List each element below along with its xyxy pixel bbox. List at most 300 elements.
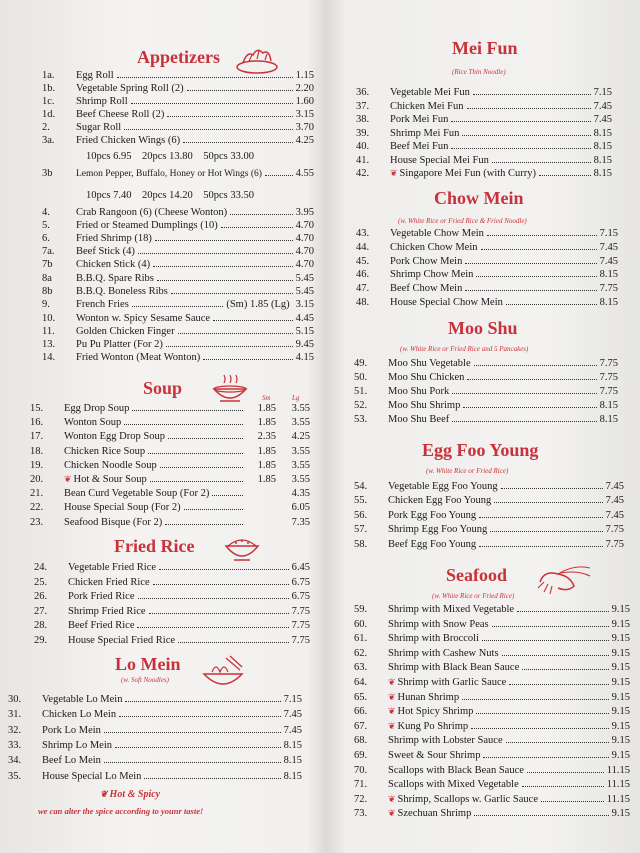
item-price: 3.15	[295, 299, 314, 310]
menu-item-row	[354, 523, 624, 536]
noodle-bowl-icon	[198, 654, 248, 692]
item-price: 9.15	[611, 677, 630, 688]
menu-item-row	[356, 241, 618, 254]
menu-item-row	[354, 371, 618, 384]
item-price: 5.45	[295, 273, 314, 284]
item-number: 46.	[356, 269, 370, 281]
item-number: 22.	[30, 502, 44, 514]
item-number: 13.	[42, 339, 56, 350]
dot-leader	[465, 263, 596, 264]
item-price: 7.75	[291, 620, 310, 632]
item-price: 9.15	[611, 633, 630, 645]
item-name: Pork Lo Mein	[42, 724, 101, 736]
menu-item-row	[354, 538, 624, 551]
item-price: 9.15	[611, 647, 630, 659]
item-price: 6.45	[291, 562, 310, 573]
item-price: 4.70	[295, 233, 314, 244]
item-price-small: 1.85	[257, 474, 276, 485]
dot-leader	[462, 135, 590, 136]
menu-item-row	[356, 100, 612, 113]
item-name: Pork Mei Fun	[390, 114, 449, 125]
item-name: Hot & Sour Soup	[73, 474, 147, 485]
dot-leader	[490, 531, 602, 532]
item-number: 68.	[354, 735, 368, 747]
chow-mein-subtitle: (w. White Rice or Fried Rice & Fried Noodle)	[398, 217, 527, 225]
item-name: Beef Stick (4)	[76, 246, 135, 257]
item-name: Shrimp with Cashew Nuts	[388, 647, 499, 659]
item-number: 39.	[356, 127, 370, 139]
menu-item-row	[354, 413, 618, 426]
item-number: 56.	[354, 509, 368, 521]
dot-leader	[506, 304, 597, 305]
menu-item-row	[42, 95, 314, 108]
dot-leader	[482, 640, 609, 641]
dot-leader	[160, 467, 243, 468]
item-number: 52.	[354, 400, 368, 411]
item-price: 7.45	[283, 724, 302, 736]
item-price-large: 3.55	[291, 474, 310, 485]
dot-leader	[144, 778, 280, 779]
dot-leader	[157, 280, 293, 281]
item-price: 5.15	[295, 326, 314, 337]
item-price-small: 2.35	[257, 431, 276, 443]
item-name: Beef Mei Fun	[390, 141, 449, 152]
item-price-small: (Sm) 1.85 (Lg)	[226, 299, 290, 310]
menu-item-row	[354, 734, 630, 747]
item-price: 8.15	[599, 400, 618, 411]
item-name: Shrimp with Mixed Vegetable	[388, 604, 515, 615]
dot-leader	[522, 669, 608, 670]
dot-leader	[168, 438, 243, 439]
menu-item-row	[354, 691, 630, 704]
item-number: 38.	[356, 114, 370, 125]
item-price: 9.15	[611, 604, 630, 615]
item-price: 7.15	[283, 694, 302, 705]
menu-item-row	[30, 516, 310, 529]
item-name: French Fries	[76, 299, 129, 310]
item-name: Bean Curd Vegetable Soup (For 2)	[64, 488, 210, 500]
dot-leader	[492, 162, 591, 163]
soup-sm-label: Sm	[262, 394, 271, 402]
item-name: Shrimp Fried Rice	[68, 605, 146, 617]
item-number: 18.	[30, 445, 44, 457]
dot-leader	[230, 214, 292, 215]
item-name: Chicken Fried Rice	[68, 576, 150, 588]
item-number: 60.	[354, 618, 368, 630]
item-price: 7.15	[599, 228, 618, 239]
dot-leader	[153, 584, 289, 585]
hot-spicy-note: ❦ Hot & Spicy	[100, 789, 161, 800]
item-price-small: 1.85	[257, 403, 276, 414]
dot-leader	[115, 747, 281, 748]
menu-item-row	[354, 705, 630, 718]
item-price: 7.45	[593, 100, 612, 112]
item-name: Moo Shu Pork	[388, 386, 450, 397]
item-name: Egg Drop Soup	[64, 403, 130, 414]
item-number: 2.	[42, 122, 50, 133]
dot-leader	[471, 728, 608, 729]
dot-leader	[487, 235, 597, 236]
dot-leader	[463, 407, 596, 408]
item-price-large: 3.55	[291, 417, 310, 429]
item-number: 35.	[8, 770, 22, 782]
item-number: 45.	[356, 255, 370, 267]
item-price: 8.15	[593, 168, 612, 179]
item-name: Chicken Chow Mein	[390, 241, 478, 253]
menu-item-row	[356, 140, 612, 153]
item-name: B.B.Q. Spare Ribs	[76, 273, 154, 284]
item-name: Chicken Egg Foo Young	[388, 495, 492, 507]
item-name: Chicken Rice Soup	[64, 445, 146, 457]
dot-leader	[138, 598, 289, 599]
item-name: Chicken Stick (4)	[76, 259, 151, 270]
menu-item-row	[42, 82, 314, 95]
item-name: Hunan Shrimp	[397, 691, 460, 703]
item-name: Sweet & Sour Shrimp	[388, 750, 481, 761]
item-number: 27.	[34, 605, 48, 617]
item-number: 14.	[42, 352, 56, 363]
item-price: 8.15	[593, 141, 612, 152]
dot-leader	[150, 481, 243, 482]
item-name: Wonton Egg Drop Soup	[64, 431, 165, 443]
item-price: 8.15	[593, 154, 612, 166]
item-number: 71.	[354, 779, 368, 791]
item-number: 24.	[34, 562, 48, 573]
menu-item-row	[354, 603, 630, 616]
item-number: 50.	[354, 372, 368, 383]
item-price: 6.75	[291, 576, 310, 588]
menu-item-row	[42, 232, 314, 245]
chili-pepper-icon: ❦	[388, 677, 396, 687]
item-price: 9.15	[611, 691, 630, 703]
item-name: House Special Lo Mein	[42, 770, 142, 782]
item-number: 1a.	[42, 70, 55, 81]
menu-item-row	[356, 86, 612, 99]
item-price: 4.70	[295, 259, 314, 270]
item-name: Shrimp Mei Fun	[390, 127, 460, 139]
dot-leader	[541, 801, 604, 802]
item-price: 8.15	[593, 127, 612, 139]
item-name: Vegetable Fried Rice	[68, 562, 157, 573]
item-number: 69.	[354, 750, 368, 761]
item-number: 7a.	[42, 246, 55, 257]
item-price-small: 1.85	[257, 459, 276, 471]
menu-item-row	[354, 807, 630, 820]
menu-item-row	[42, 121, 314, 134]
item-name: Chicken Noodle Soup	[64, 459, 157, 471]
item-number: 10.	[42, 313, 56, 324]
chili-pepper-icon: ❦	[390, 168, 398, 178]
item-name: Sugar Roll	[76, 122, 122, 133]
item-name: Vegetable Spring Roll (2)	[76, 83, 184, 94]
menu-item-row	[354, 764, 630, 777]
menu-item-row	[34, 561, 310, 574]
item-name: Chicken Lo Mein	[42, 709, 117, 721]
item-number: 65.	[354, 691, 368, 703]
menu-item-row	[356, 167, 612, 180]
menu-item-row	[30, 459, 310, 472]
item-price: 5.45	[295, 286, 314, 297]
menu-item-row	[42, 258, 314, 271]
item-name: Crab Rangoon (6) (Cheese Wonton)	[76, 207, 228, 218]
dot-leader	[159, 569, 289, 570]
item-number: 40.	[356, 141, 370, 152]
dot-leader	[476, 276, 596, 277]
mei-fun-subtitle: (Rice Thin Noodle)	[452, 68, 506, 76]
item-name: Shrimp Chow Mein	[390, 269, 474, 281]
item-name: Vegetable Lo Mein	[42, 694, 123, 705]
item-number: 37.	[356, 100, 370, 112]
item-name: Moo Shu Shrimp	[388, 400, 461, 411]
item-name: Beef Cheese Roll (2)	[76, 109, 165, 120]
dot-leader	[517, 611, 609, 612]
item-price: 9.15	[611, 706, 630, 718]
wings-size-prices: 10pcs 6.95 20pcs 13.80 50pcs 33.00	[86, 151, 254, 162]
item-number: 11.	[42, 326, 55, 337]
item-price: 3.15	[295, 109, 314, 120]
dot-leader	[265, 175, 293, 176]
item-number: 67.	[354, 720, 368, 732]
item-number: 53.	[354, 414, 368, 425]
dot-leader	[473, 94, 591, 95]
item-price: 7.45	[599, 255, 618, 267]
item-price: 2.20	[295, 83, 314, 94]
item-number: 58.	[354, 538, 368, 550]
dot-leader	[166, 346, 293, 347]
appetizers-title: Appetizers	[137, 47, 220, 67]
item-price: 7.75	[599, 372, 618, 383]
item-number: 66.	[354, 706, 368, 718]
item-number: 42.	[356, 168, 370, 179]
item-name: Fried or Steamed Dumplings (10)	[76, 220, 218, 231]
dot-leader	[165, 524, 243, 525]
dot-leader	[124, 424, 243, 425]
item-price: 7.75	[291, 605, 310, 617]
menu-item-row	[34, 634, 310, 647]
menu-item-row	[42, 338, 314, 351]
item-number: 9.	[42, 299, 50, 310]
menu-item-row	[8, 770, 302, 783]
menu-item-row	[42, 206, 314, 219]
menu-item-row	[356, 127, 612, 140]
item-name: Singapore Mei Fun (with Curry)	[399, 168, 537, 179]
item-number: 1b.	[42, 83, 56, 94]
item-number: 31.	[8, 709, 22, 721]
item-price-large: 3.55	[291, 445, 310, 457]
item-name: Moo Shu Chicken	[388, 372, 465, 383]
item-number: 70.	[354, 764, 368, 776]
item-number: 54.	[354, 481, 368, 492]
item-number: 73.	[354, 808, 368, 820]
item-price-small: 1.85	[257, 417, 276, 429]
item-price: 7.75	[599, 386, 618, 397]
menu-item-row	[8, 754, 302, 767]
menu-item-row	[30, 445, 310, 458]
item-price: 9.15	[611, 720, 630, 732]
dot-leader	[539, 175, 591, 176]
menu-item-row	[34, 605, 310, 618]
menu-item-row	[354, 399, 618, 412]
item-price-large: 6.05	[291, 502, 310, 514]
item-name: Hot Spicy Shrimp	[397, 706, 474, 718]
menu-item-row	[354, 778, 630, 791]
dot-leader	[125, 701, 280, 702]
menu-item-row	[42, 285, 314, 298]
item-number: 62.	[354, 647, 368, 659]
item-price-large: 4.25	[291, 431, 310, 443]
item-number: 63.	[354, 662, 368, 674]
item-name: Pu Pu Platter (For 2)	[76, 339, 163, 350]
item-number: 29.	[34, 635, 48, 646]
chili-pepper-icon: ❦	[388, 808, 396, 819]
item-price-large: 3.55	[291, 459, 310, 471]
lo-mein-title: Lo Mein	[115, 654, 181, 674]
item-price: 4.25	[295, 135, 314, 146]
menu-item-row	[356, 282, 618, 295]
spice-note: we can alter the spice according to younr taste!	[38, 806, 204, 816]
item-price: 8.15	[599, 414, 618, 425]
item-number: 8b	[42, 286, 53, 297]
item-price: 9.15	[611, 618, 630, 630]
dot-leader	[479, 546, 603, 547]
dot-leader	[481, 249, 597, 250]
item-name: Fried Shrimp (18)	[76, 233, 152, 244]
chili-pepper-icon: ❦	[388, 720, 396, 731]
item-name: Shrimp with Broccoli	[388, 633, 479, 645]
item-price: 7.75	[605, 538, 624, 550]
item-number: 15.	[30, 403, 44, 414]
item-number: 3b	[42, 168, 53, 179]
menu-item-row	[8, 724, 302, 737]
item-price-large: 7.35	[291, 516, 310, 528]
dot-leader	[132, 306, 224, 307]
item-price: 1.60	[295, 96, 314, 107]
item-number: 64.	[354, 677, 368, 688]
dot-leader	[155, 240, 293, 241]
item-price: 9.15	[611, 750, 630, 761]
dot-leader	[104, 762, 281, 763]
item-name: House Special Chow Mein	[390, 297, 503, 308]
menu-item-row	[30, 487, 310, 500]
item-number: 61.	[354, 633, 368, 645]
menu-item-row	[42, 298, 314, 311]
dot-leader	[501, 488, 603, 489]
item-price: 7.15	[593, 87, 612, 98]
item-number: 43.	[356, 228, 370, 239]
menu-item-row	[42, 312, 314, 325]
item-name: Moo Shu Vegetable	[388, 358, 471, 369]
item-name: Moo Shu Beef	[388, 414, 450, 425]
item-number: 36.	[356, 87, 370, 98]
item-price: 6.75	[291, 591, 310, 603]
item-name: Lemon Pepper, Buffalo, Honey or Hot Wings (6)	[76, 169, 262, 179]
item-number: 28.	[34, 620, 48, 632]
dot-leader	[452, 393, 596, 394]
item-price: 4.45	[295, 313, 314, 324]
item-price: 8.15	[283, 770, 302, 782]
dot-leader	[476, 713, 608, 714]
menu-item-row	[42, 351, 314, 364]
item-name: B.B.Q. Boneless Ribs	[76, 286, 168, 297]
item-name: House Special Fried Rice	[68, 635, 176, 646]
menu-item-row	[356, 268, 618, 281]
item-price: 3.70	[295, 122, 314, 133]
menu-item-row	[354, 357, 618, 370]
item-name: Scallops with Black Bean Sauce	[388, 764, 524, 776]
item-number: 44.	[356, 241, 370, 253]
item-number: 32.	[8, 724, 22, 736]
item-price: 11.15	[606, 764, 630, 776]
moo-shu-title: Moo Shu	[448, 318, 518, 338]
item-number: 19.	[30, 459, 44, 471]
dot-leader	[178, 642, 289, 643]
menu-item-row	[42, 245, 314, 258]
menu-item-row	[34, 619, 310, 632]
dot-leader	[494, 502, 602, 503]
shrimp-icon	[534, 564, 592, 596]
item-price: 4.70	[295, 246, 314, 257]
menu-item-row	[30, 501, 310, 514]
item-name: Shrimp, Scallops w. Garlic Sauce	[397, 793, 539, 805]
dot-leader	[132, 410, 243, 411]
dot-leader	[138, 253, 293, 254]
item-name: Golden Chicken Finger	[76, 326, 175, 337]
dot-leader	[527, 772, 604, 773]
item-number: 16.	[30, 417, 44, 429]
menu-item-row	[354, 509, 624, 522]
item-number: 8a	[42, 273, 52, 284]
dot-leader	[171, 293, 293, 294]
item-name: Seafood Bisque (For 2)	[64, 516, 163, 528]
item-number: 4.	[42, 207, 50, 218]
item-number: 47.	[356, 283, 370, 295]
item-price: 7.75	[599, 358, 618, 369]
dot-leader	[467, 379, 596, 380]
menu-item-row	[30, 430, 310, 443]
item-price: 1.15	[295, 70, 314, 81]
dot-leader	[221, 227, 293, 228]
item-name: Shrimp with Garlic Sauce	[397, 677, 507, 688]
menu-item-row	[42, 325, 314, 338]
moo-shu-subtitle: (w. White Rice or Fried Rice and 5 Pancakes)	[400, 345, 529, 353]
item-name: Shrimp Egg Foo Young	[388, 524, 488, 536]
dot-leader	[203, 359, 292, 360]
item-price: 7.75	[605, 524, 624, 536]
item-number: 17.	[30, 431, 44, 443]
dot-leader	[167, 116, 292, 117]
item-number: 55.	[354, 495, 368, 507]
item-name: Chicken Mei Fun	[390, 100, 464, 112]
item-number: 5.	[42, 220, 50, 231]
item-price: 7.75	[291, 635, 310, 646]
item-number: 23.	[30, 516, 44, 528]
dot-leader	[465, 290, 596, 291]
item-name: Vegetable Egg Foo Young	[388, 481, 498, 492]
soup-lg-label: Lg	[292, 394, 300, 402]
item-price-small: 1.85	[257, 445, 276, 457]
menu-item-row	[354, 494, 624, 507]
item-number: 33.	[8, 739, 22, 751]
dot-leader	[522, 786, 604, 787]
menu-item-row	[354, 647, 630, 660]
item-name: Beef Fried Rice	[68, 620, 135, 632]
menu-item-row	[8, 693, 302, 706]
seafood-title: Seafood	[446, 565, 508, 585]
item-number: 20.	[30, 474, 44, 485]
dot-leader	[483, 757, 608, 758]
item-number: 21.	[30, 488, 44, 500]
item-number: 30.	[8, 694, 22, 705]
